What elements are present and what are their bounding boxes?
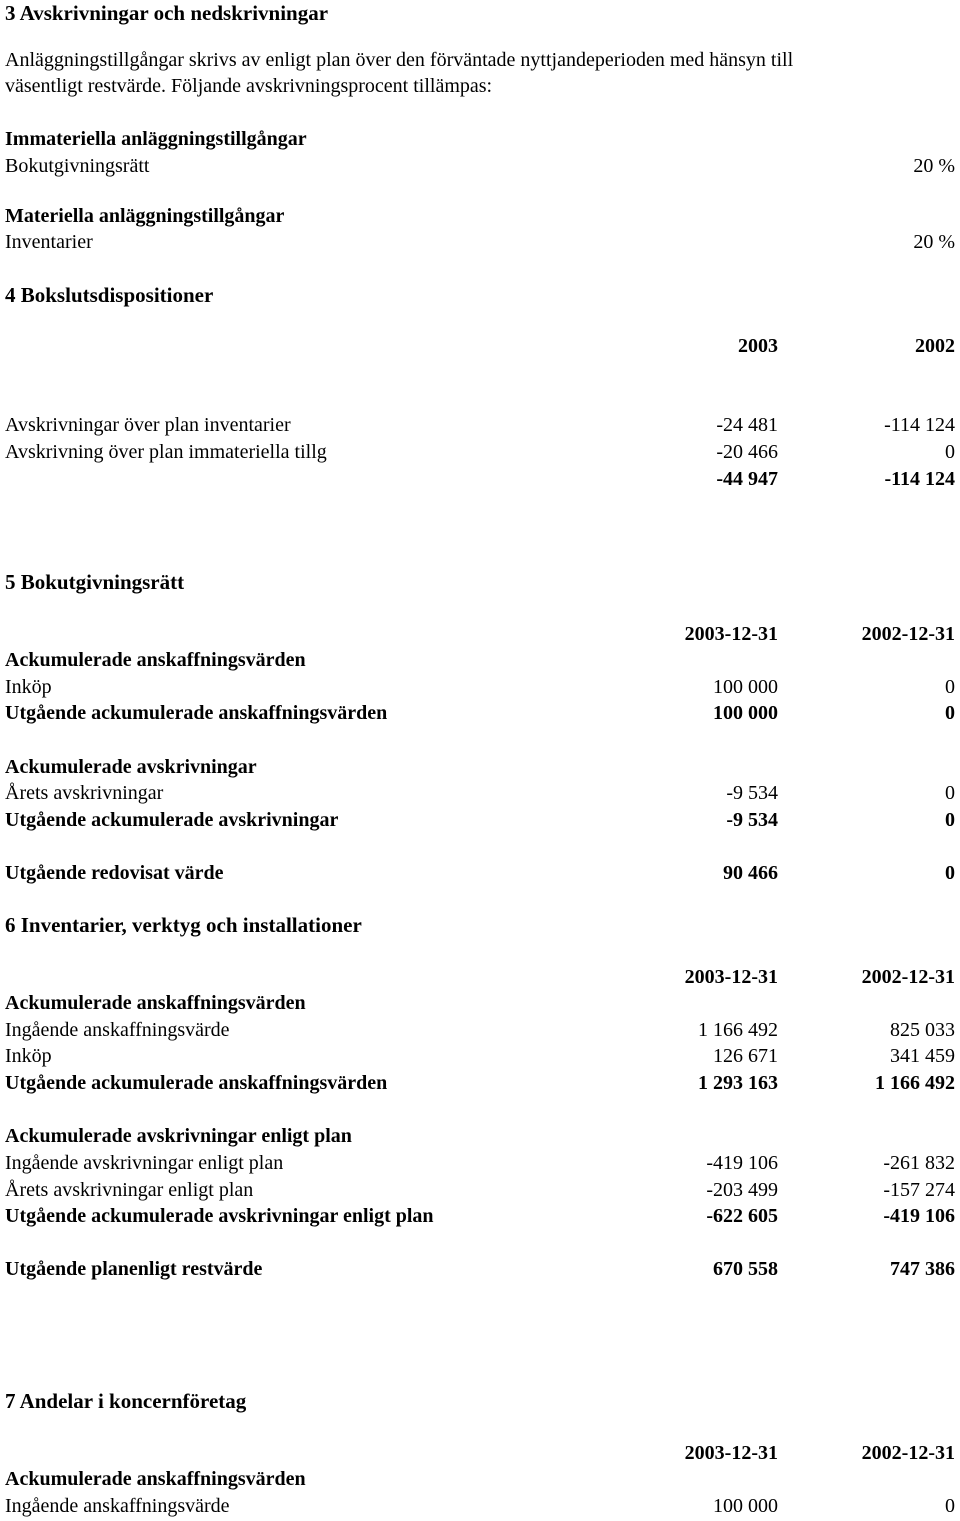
note5-purchase-v2: 0	[945, 676, 955, 698]
note4-total-2003: -44 947	[716, 468, 778, 490]
note6-purchase-v1: 126 671	[713, 1045, 778, 1067]
note6-dep-heading: Ackumulerade avskrivningar enligt plan	[5, 1125, 352, 1147]
material-item-rate: 20 %	[913, 231, 955, 253]
note5-dep-year-v2: 0	[945, 782, 955, 804]
note5-dep-closing-v1: -9 534	[726, 809, 778, 831]
note6-opening-label: Ingående anskaffningsvärde	[5, 1019, 230, 1041]
note6-residual-v2: 747 386	[890, 1258, 955, 1280]
note5-purchase-v1: 100 000	[713, 676, 778, 698]
note3-paragraph-line1: Anläggningstillgångar skrivs av enligt plan över den förväntade nyttjandeperioden med hänsyn till	[5, 49, 794, 71]
immaterial-item-rate: 20 %	[913, 155, 955, 177]
note5-dep-year-label: Årets avskrivningar	[5, 782, 164, 804]
note4-heading: 4 Bokslutsdispositioner	[5, 283, 214, 307]
note4-row2-label: Avskrivning över plan immateriella tillg	[5, 441, 327, 463]
note3-paragraph-line2: väsentligt restvärde. Följande avskrivningsprocent tillämpas:	[5, 75, 493, 97]
note6-col2-header: 2002-12-31	[861, 966, 955, 988]
note5-book-value-v2: 0	[945, 862, 955, 884]
note4-row1-label: Avskrivningar över plan inventarier	[5, 414, 291, 436]
note6-dep-opening-label: Ingående avskrivningar enligt plan	[5, 1152, 284, 1174]
note5-col1-header: 2003-12-31	[684, 623, 778, 645]
note6-dep-closing-v2: -419 106	[883, 1205, 955, 1227]
note6-opening-v1: 1 166 492	[698, 1019, 778, 1041]
note5-col2-header: 2002-12-31	[861, 623, 955, 645]
note7-opening-label: Ingående anskaffningsvärde	[5, 1495, 230, 1517]
note6-dep-year-v1: -203 499	[706, 1179, 778, 1201]
note4-row2-value-2003: -20 466	[716, 441, 778, 463]
note5-dep-closing-v2: 0	[945, 809, 955, 831]
note6-acq-closing-label: Utgående ackumulerade anskaffningsvärden	[5, 1072, 388, 1094]
note4-row2-value-2002: 0	[945, 441, 955, 463]
note6-dep-closing-v1: -622 605	[706, 1205, 778, 1227]
note5-acq-heading: Ackumulerade anskaffningsvärden	[5, 649, 306, 671]
note5-dep-year-v1: -9 534	[726, 782, 778, 804]
note4-row1-value-2002: -114 124	[884, 414, 955, 436]
note7-opening-v2: 0	[945, 1495, 955, 1517]
note5-acq-closing-label: Utgående ackumulerade anskaffningsvärden	[5, 702, 388, 724]
note4-col2-header: 2002	[915, 335, 955, 357]
note7-col2-header: 2002-12-31	[861, 1442, 955, 1464]
material-assets-heading: Materiella anläggningstillgångar	[5, 205, 285, 227]
note6-residual-v1: 670 558	[713, 1258, 778, 1280]
note6-dep-closing-label: Utgående ackumulerade avskrivningar enligt plan	[5, 1205, 434, 1227]
note5-dep-closing-label: Utgående ackumulerade avskrivningar	[5, 809, 339, 831]
note5-purchase-label: Inköp	[5, 676, 52, 698]
note6-dep-opening-v2: -261 832	[883, 1152, 955, 1174]
note7-col1-header: 2003-12-31	[684, 1442, 778, 1464]
note4-row1-value-2003: -24 481	[716, 414, 778, 436]
note6-purchase-v2: 341 459	[890, 1045, 955, 1067]
note3-heading: 3 Avskrivningar och nedskrivningar	[5, 1, 329, 25]
note5-dep-heading: Ackumulerade avskrivningar	[5, 756, 257, 778]
note6-acq-closing-v2: 1 166 492	[875, 1072, 955, 1094]
note6-purchase-label: Inköp	[5, 1045, 52, 1067]
note6-acq-heading: Ackumulerade anskaffningsvärden	[5, 992, 306, 1014]
note7-acq-heading: Ackumulerade anskaffningsvärden	[5, 1468, 306, 1490]
note4-col1-header: 2003	[738, 335, 778, 357]
note6-opening-v2: 825 033	[890, 1019, 955, 1041]
note4-total-2002: -114 124	[884, 468, 955, 490]
immaterial-item-label: Bokutgivningsrätt	[5, 155, 150, 177]
note6-acq-closing-v1: 1 293 163	[698, 1072, 778, 1094]
note7-opening-v1: 100 000	[713, 1495, 778, 1517]
immaterial-assets-heading: Immateriella anläggningstillgångar	[5, 128, 307, 150]
note5-book-value-v1: 90 466	[723, 862, 778, 884]
note5-acq-closing-v2: 0	[945, 702, 955, 724]
note6-dep-opening-v1: -419 106	[706, 1152, 778, 1174]
note7-heading: 7 Andelar i koncernföretag	[5, 1389, 247, 1413]
note6-col1-header: 2003-12-31	[684, 966, 778, 988]
material-item-label: Inventarier	[5, 231, 93, 253]
note5-heading: 5 Bokutgivningsrätt	[5, 570, 185, 594]
note5-book-value-label: Utgående redovisat värde	[5, 862, 224, 884]
note6-residual-label: Utgående planenligt restvärde	[5, 1258, 263, 1280]
note6-dep-year-v2: -157 274	[883, 1179, 955, 1201]
note5-acq-closing-v1: 100 000	[713, 702, 778, 724]
note6-dep-year-label: Årets avskrivningar enligt plan	[5, 1179, 254, 1201]
note6-heading: 6 Inventarier, verktyg och installationer	[5, 913, 362, 937]
